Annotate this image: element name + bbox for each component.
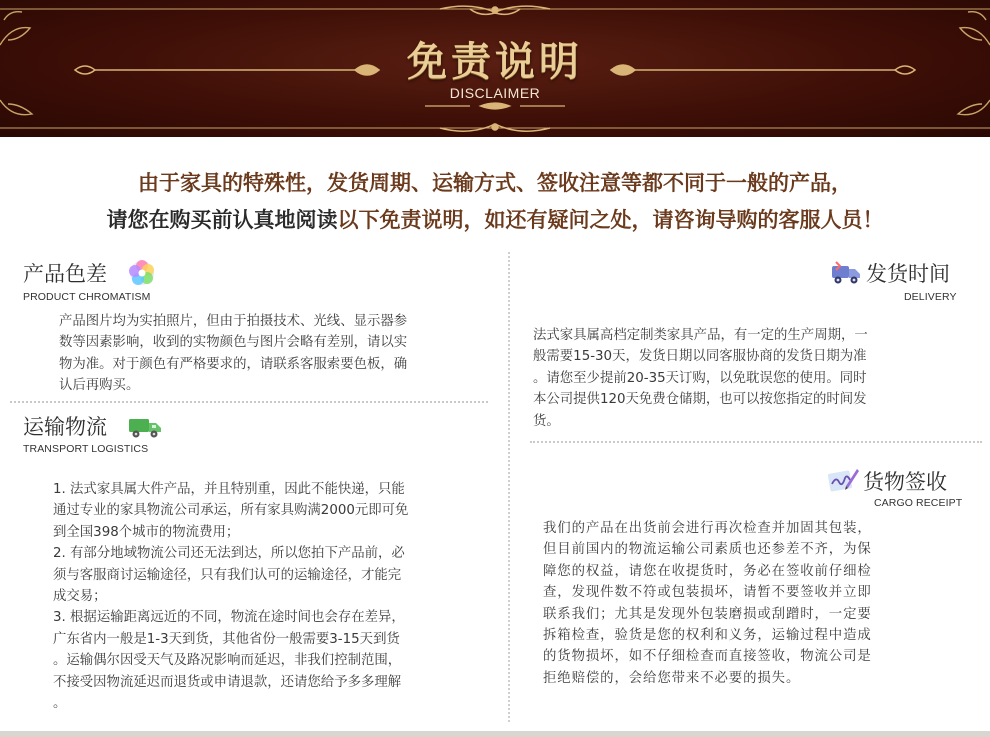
receipt-body bbox=[543, 518, 983, 689]
right-divider bbox=[530, 441, 982, 443]
column-divider bbox=[508, 252, 510, 722]
text-line: 3. 根据运输距离远近的不同，物流在途时间也会存在差异， bbox=[53, 610, 405, 626]
page-title: 免责说明 bbox=[407, 38, 583, 85]
logistics-title: 运输物流 bbox=[23, 415, 107, 439]
text-line: 到全国398个城市的物流费用； bbox=[53, 524, 240, 540]
text-line: 不接受因物流延迟而退货或申请退款，还请您给予多多理解 bbox=[53, 674, 402, 690]
delivery-body bbox=[533, 325, 978, 432]
text-line: 通过专业的家具物流公司承运，所有家具购满2000元即可免 bbox=[53, 503, 409, 519]
chromatism-subtitle: PRODUCT CHROMATISM bbox=[23, 291, 151, 303]
intro-line-2 bbox=[0, 204, 990, 234]
text-line: 广东省内一般是1-3天到货，其他省份一般需要3-15天到货 bbox=[53, 631, 400, 647]
receipt-title: 货物签收 bbox=[863, 470, 947, 494]
chromatism-body bbox=[59, 311, 484, 397]
text-line: 联系我们；尤其是发现外包装磨损或刮蹭时，一定要 bbox=[543, 606, 872, 622]
chromatism-title: 产品色差 bbox=[23, 262, 107, 286]
text-line: 货。 bbox=[533, 413, 560, 429]
text-line: 拒绝赔偿的，会给您带来不必要的损失。 bbox=[543, 670, 801, 686]
delivery-title: 发货时间 bbox=[866, 262, 950, 286]
delivery-truck-icon bbox=[830, 260, 862, 286]
text-line: 成交易； bbox=[53, 589, 107, 605]
text-line: 的货物损坏，如不仔细检查而直接签收，物流公司是 bbox=[543, 649, 872, 665]
text-line: 但目前国内的物流运输公司素质也还参差不齐，为保 bbox=[543, 542, 872, 558]
text-line: 拆箱检查，验货是您的权利和义务，运输过程中造成 bbox=[543, 628, 872, 644]
page-subtitle: DISCLAIMER bbox=[449, 85, 541, 101]
text-line: 法式家具属高档定制类家具产品，有一定的生产周期，一 bbox=[533, 328, 868, 343]
text-line: 我们的产品在出货前会进行再次检查并加固其包装， bbox=[543, 521, 872, 536]
text-line: 。 bbox=[53, 696, 67, 712]
logistics-subtitle: TRANSPORT LOGISTICS bbox=[23, 443, 149, 455]
bottom-edge bbox=[0, 731, 990, 737]
text-line: 1. 法式家具属大件产品，并且特别重，因此不能快递，只能 bbox=[53, 482, 405, 497]
text-line: 数等因素影响，收到的实物颜色与图片会略有差别，请以实 bbox=[59, 335, 408, 351]
text-line: 2. 有部分地域物流公司还无法到达，所以您拍下产品前，必 bbox=[53, 546, 405, 562]
text-line: 。运输偶尔因受天气及路况影响而延迟，非我们控制范围， bbox=[53, 653, 402, 669]
intro-rest: 以下免责说明，如还有疑问之处，请咨询导购的客服人员！ bbox=[337, 208, 884, 232]
text-line: 物为准。对于颜色有严格要求的，请联系客服索要色板，确 bbox=[59, 356, 408, 372]
header-banner bbox=[0, 0, 990, 137]
text-line: 认后再购买。 bbox=[59, 378, 140, 394]
signature-pen-icon bbox=[826, 464, 860, 494]
intro-highlight: 请您在购买前认真地阅读 bbox=[106, 208, 338, 232]
text-line: 本公司提供120天免费仓储期，也可以按您指定的时间发 bbox=[533, 392, 867, 408]
text-line: 查，发现件数不符或包装损坏，请暂不要签收并立即 bbox=[543, 585, 872, 601]
text-line: 。请您至少提前20-35天订购，以免耽误您的使用。同时 bbox=[533, 370, 867, 386]
text-line: 般需要15-30天，发货日期以同客服协商的发货日期为准 bbox=[533, 349, 867, 365]
intro-line-1: 由于家具的特殊性，发货周期、运输方式、签收注意等都不同于一般的产品， bbox=[138, 171, 852, 195]
text-line: 产品图片均为实拍照片，但由于拍摄技术、光线、显示器参 bbox=[59, 314, 408, 329]
receipt-subtitle: CARGO RECEIPT bbox=[874, 497, 963, 509]
left-divider bbox=[10, 401, 488, 403]
delivery-subtitle: DELIVERY bbox=[904, 291, 957, 303]
truck-icon bbox=[127, 416, 163, 440]
color-wheel-icon bbox=[127, 258, 157, 288]
logistics-body bbox=[53, 479, 493, 714]
text-line: 障您的权益，请您在收提货时，务必在签收前仔细检 bbox=[543, 563, 872, 579]
text-line: 须与客服商讨运输途径，只有我们认可的运输途径，才能完 bbox=[53, 567, 402, 583]
